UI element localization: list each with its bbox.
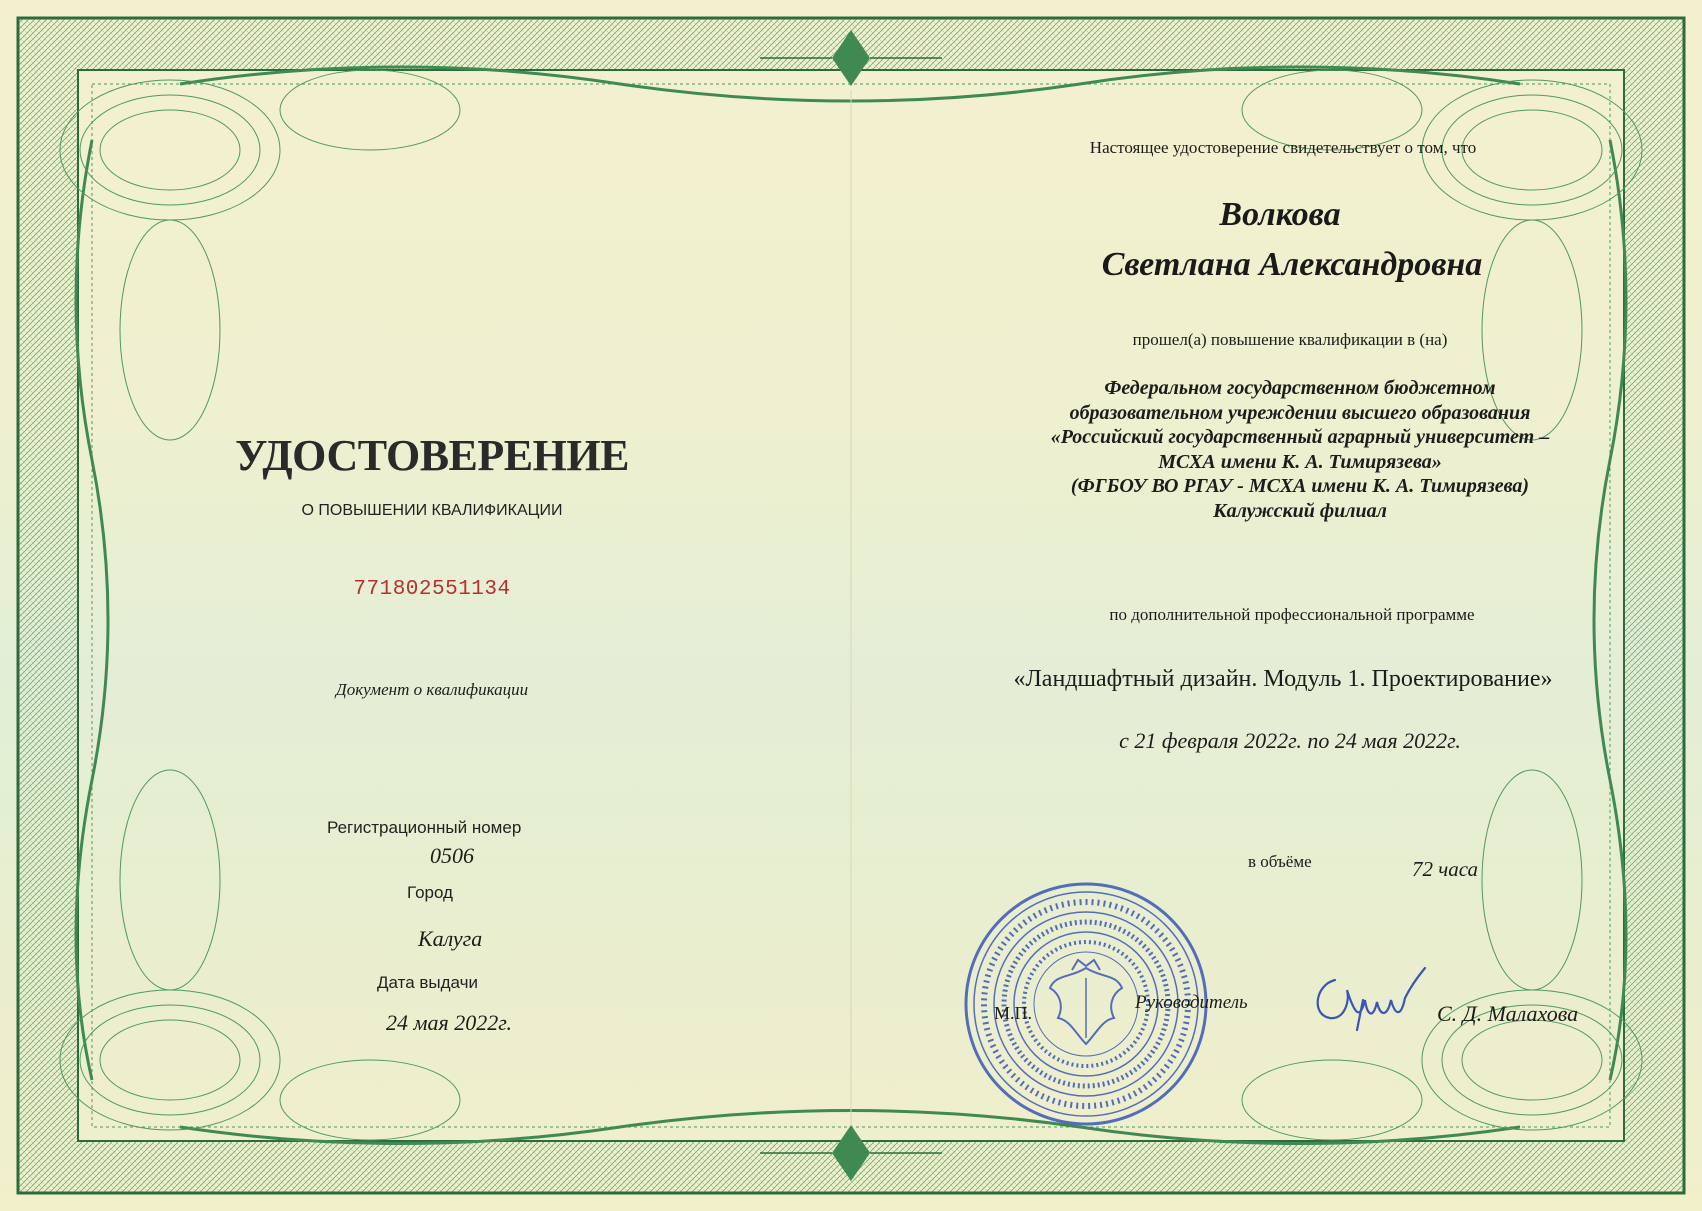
program-label: по дополнительной профессиональной программе — [1109, 605, 1475, 624]
org-line: «Российский государственный аграрный университет – — [1050, 426, 1550, 448]
study-period: с 21 февраля 2022г. по 24 мая 2022г. — [1119, 728, 1461, 753]
head-name: С. Д. Малахова — [1437, 1001, 1579, 1026]
org-line: образовательном учреждении высшего образования — [1069, 401, 1531, 424]
reg-number-label: Регистрационный номер — [327, 818, 522, 837]
document-subtitle: О ПОВЫШЕНИИ КВАЛИФИКАЦИИ — [301, 502, 563, 519]
recipient-surname: Волкова — [1219, 196, 1341, 233]
issue-date-label: Дата выдачи — [377, 973, 478, 992]
volume-label: в объёме — [1248, 852, 1312, 871]
program-name: «Ландшафтный дизайн. Модуль 1. Проектирование» — [1013, 666, 1553, 692]
handwritten-signature — [1305, 960, 1435, 1040]
head-label: Руководитель — [1135, 992, 1248, 1013]
recipient-given-names: Светлана Александровна — [1101, 246, 1483, 283]
reg-number-value: 0506 — [430, 843, 474, 868]
org-line: (ФГБОУ ВО РГАУ - МСХА имени К. А. Тимирязева) — [1070, 475, 1530, 497]
intro-text: Настоящее удостоверение свидетельствует о том, что — [1089, 138, 1477, 157]
stamp-place-label: М.П. — [994, 1003, 1033, 1023]
issue-date-value: 24 мая 2022г. — [386, 1010, 513, 1035]
serial-number: 771802551134 — [353, 578, 511, 601]
org-line: Калужский филиал — [1213, 499, 1387, 522]
organization-block — [990, 376, 1610, 523]
org-line: МСХА имени К. А. Тимирязева» — [1158, 450, 1442, 473]
org-line: Федеральном государственном бюджетном — [1104, 377, 1496, 399]
city-label: Город — [407, 883, 453, 902]
volume-value: 72 часа — [1412, 857, 1479, 881]
city-value: Калуга — [418, 926, 483, 951]
completed-text: прошел(а) повышение квалификации в (на) — [1132, 330, 1448, 349]
document-title: УДОСТОВЕРЕНИЕ — [235, 431, 629, 480]
doc-type: Документ о квалификации — [335, 680, 529, 699]
